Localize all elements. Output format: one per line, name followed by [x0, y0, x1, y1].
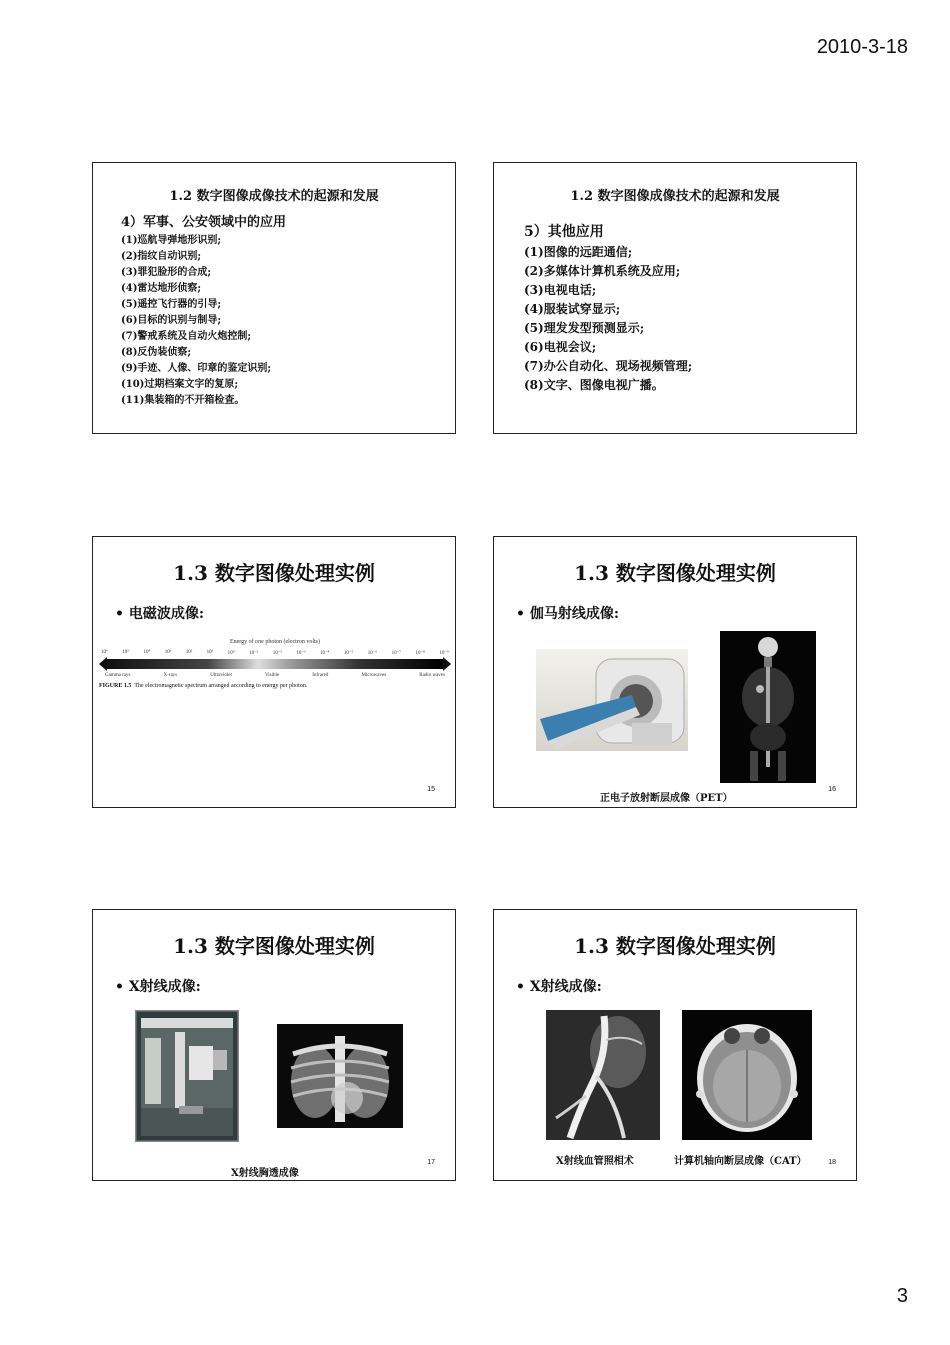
band-label: Visible — [264, 673, 280, 678]
band-label: X-rays — [163, 673, 178, 678]
figure-caption — [99, 683, 451, 689]
slide-number: 17 — [427, 1159, 435, 1166]
slide-title: 1.3 数字图像处理实例 — [173, 561, 375, 585]
slide-title: 1.3 数字图像处理实例 — [574, 934, 776, 958]
list-item: (8)反伪装侦察; — [121, 347, 192, 358]
application-list — [524, 221, 692, 395]
list-item: (10)过期档案文字的复原; — [121, 379, 239, 390]
tick-label: 10¹ — [206, 650, 214, 655]
bullet-point: • 伽马射线成像: — [516, 606, 619, 622]
list-item: (6)目标的识别与制导; — [121, 315, 222, 326]
tick-label: 10⁻⁷ — [391, 651, 402, 656]
tick-label: 10⁻⁸ — [415, 651, 425, 656]
electromagnetic-spectrum-figure — [99, 639, 451, 689]
list-item: (5)理发发型预测显示; — [524, 321, 645, 335]
image-caption-left: X射线血管照相术 — [556, 1156, 634, 1167]
slide-title: 1.3 数字图像处理实例 — [574, 561, 776, 585]
figure-label: FIGURE 1.5 — [99, 683, 132, 689]
band-label: Microwaves — [361, 673, 387, 678]
list-item: (1)图像的远距通信; — [524, 245, 633, 259]
list-item: (5)遥控飞行器的引导; — [121, 299, 222, 310]
image-caption-right: 计算机轴向断层成像（CAT） — [674, 1156, 807, 1167]
tick-label: 10⁻³ — [296, 651, 306, 656]
tick-label: 10⁴ — [143, 650, 151, 655]
slide-title: 1.2 数字图像成像技术的起源和发展 — [570, 189, 780, 204]
spectrum-ticks — [99, 650, 451, 656]
spectrum-bands — [99, 673, 451, 678]
tick-label: 10⁻⁶ — [367, 651, 378, 656]
document-date: 2010-3-18 — [816, 36, 908, 58]
bullet-point: • X射线成像: — [516, 979, 602, 995]
tick-label: 10⁻⁹ — [439, 651, 449, 656]
slide-military-applications — [92, 162, 456, 434]
slide-title: 1.3 数字图像处理实例 — [173, 934, 375, 958]
band-label: Radio waves — [419, 673, 445, 678]
list-item: (2)指纹自动识别; — [121, 251, 202, 262]
list-item: (7)警戒系统及自动火炮控制; — [121, 331, 252, 342]
list-item: (2)多媒体计算机系统及应用; — [524, 264, 681, 278]
xray-room-photo — [135, 1010, 239, 1142]
list-item: (7)办公自动化、现场视频管理; — [524, 359, 693, 373]
list-heading: 5）其他应用 — [524, 224, 604, 240]
tick-label: 10⁶ — [101, 650, 108, 655]
slide-electromagnetic-imaging — [92, 536, 456, 808]
application-list — [121, 211, 286, 409]
chest-xray-image — [277, 1024, 403, 1128]
figure-caption-text: The electromagnetic spectrum arranged according to energy per photon. — [134, 683, 308, 689]
slide-gamma-imaging — [493, 536, 857, 808]
slide-xray-imaging — [92, 909, 456, 1181]
list-item: (6)电视会议; — [524, 340, 597, 354]
tick-label: 10² — [185, 650, 193, 655]
list-item: (4)雷达地形侦察; — [121, 283, 202, 294]
list-item: (9)手迹、人像、印章的鉴定识别; — [121, 363, 272, 374]
tick-label: 10⁻¹ — [249, 651, 259, 656]
pet-scanner-photo — [536, 649, 688, 751]
list-item: (11)集装箱的不开箱检查。 — [121, 395, 245, 406]
list-item: (4)服装试穿显示; — [524, 302, 621, 316]
list-item: (3)电视电话; — [524, 283, 597, 297]
slide-number: 15 — [427, 786, 435, 793]
tick-label: 10⁰ — [227, 651, 235, 656]
slide-title: 1.2 数字图像成像技术的起源和发展 — [169, 189, 379, 204]
band-label: Infrared — [312, 673, 329, 678]
list-item: (8)文字、图像电视广播。 — [524, 378, 664, 392]
slide-xray-cat-imaging — [493, 909, 857, 1181]
cat-head-scan-image — [682, 1010, 812, 1140]
spectrum-gradient-bar — [107, 659, 443, 669]
band-label: Ultraviolet — [210, 673, 232, 678]
spectrum-axis-title: Energy of one photon (electron volts) — [229, 639, 321, 645]
list-heading: 4）军事、公安领域中的应用 — [121, 215, 287, 230]
slide-number: 18 — [828, 1159, 836, 1166]
tick-label: 10⁵ — [122, 650, 129, 655]
slide-other-applications — [493, 162, 857, 434]
image-caption: 正电子放射断层成像（PET） — [600, 793, 733, 804]
band-label: Gamma rays — [105, 673, 131, 678]
tick-label: 10⁻⁴ — [320, 651, 330, 656]
slide-number: 16 — [828, 786, 836, 793]
list-item: (1)巡航导弹地形识别; — [121, 235, 222, 246]
page-number: 3 — [896, 1285, 908, 1307]
bullet-point: • 电磁波成像: — [115, 606, 204, 622]
list-item: (3)罪犯脸形的合成; — [121, 267, 212, 278]
bullet-point: • X射线成像: — [115, 979, 201, 995]
tick-label: 10⁻² — [272, 651, 282, 656]
pet-body-scan-image — [720, 631, 816, 783]
image-caption: X射线胸透成像 — [231, 1168, 299, 1179]
tick-label: 10⁻⁵ — [343, 651, 354, 656]
angiography-image — [546, 1010, 660, 1140]
tick-label: 10³ — [164, 650, 172, 655]
